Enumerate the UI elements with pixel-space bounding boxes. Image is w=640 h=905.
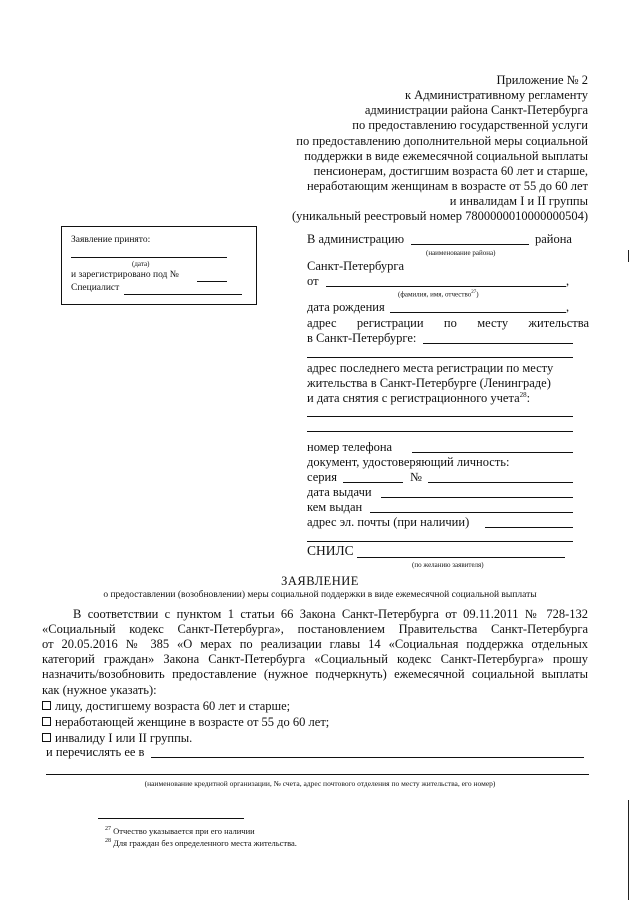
phone-label: номер телефона: [307, 440, 393, 454]
appendix-line: пенсионерам, достигшим возраста 60 лет и старше,: [313, 164, 588, 178]
issued-by-field[interactable]: [370, 512, 573, 513]
comma: ,: [566, 274, 570, 288]
appendix-line: администрации района Санкт-Петербурга: [364, 103, 588, 117]
bank-details-field-2[interactable]: [46, 774, 589, 775]
district-hint: (наименование района): [426, 249, 496, 257]
last-reg-label-2: жительства в Санкт-Петербурге (Ленинграде): [307, 376, 551, 390]
full-name-hint: (фамилия, имя, отчество$^{27}$): [398, 290, 479, 299]
id-doc-label: документ, удостоверяющий личность:: [307, 455, 510, 469]
last-reg-field-1[interactable]: [307, 416, 573, 417]
series-field[interactable]: [343, 482, 403, 483]
number-field[interactable]: [428, 482, 573, 483]
body-line: категорий граждан» Закона Санкт-Петербурга «Социальный кодекс Санкт-Петербурга» прошу: [42, 652, 588, 666]
snils-label: СНИЛС: [307, 543, 354, 558]
option-age-60[interactable]: лицу, достигшему возраста 60 лет и старше;: [42, 699, 290, 714]
bank-details-field[interactable]: [151, 757, 584, 758]
birth-date-label: дата рождения: [307, 300, 385, 314]
to-admin-label: В администрацию: [307, 232, 405, 246]
scan-edge-mark: [628, 800, 629, 900]
body-line: от 20.05.2016 № 385 «О мерах по реализации главы 14 «Социальная поддержка отдельных: [42, 637, 588, 651]
number-label: №: [410, 470, 422, 484]
appendix-line: и инвалидам I и II группы: [449, 194, 588, 208]
checkbox[interactable]: [42, 717, 51, 726]
district-label: района: [535, 232, 572, 246]
stamp-specialist-field[interactable]: [124, 294, 242, 295]
phone-field[interactable]: [412, 452, 573, 453]
checkbox[interactable]: [42, 701, 51, 710]
statement-title: ЗАЯВЛЕНИЕ: [281, 574, 359, 588]
from-label: от: [307, 274, 319, 288]
body-line: «Социальный кодекс Санкт-Петербурга», постановлением Правительства Санкт-Петербурга: [42, 622, 588, 636]
appendix-line: неработающим женщинам в возрасте от 55 до 60 лет: [306, 179, 588, 193]
stamp-date-field[interactable]: [71, 257, 227, 258]
issued-by-label: кем выдан: [307, 500, 363, 514]
body-line: назначить/возобновить предоставление (нужное подчеркнуть) ежемесячной социальной выплаты: [42, 667, 588, 681]
option-disabled[interactable]: инвалиду I или II группы.: [42, 731, 192, 746]
comma: ,: [566, 300, 570, 314]
reg-address-city-label: в Санкт-Петербурге:: [307, 331, 417, 345]
appendix-line: по предоставлению государственной услуги: [352, 118, 588, 132]
registration-stamp-box: [61, 226, 257, 305]
stamp-date-hint: (дата): [132, 260, 150, 268]
appendix-line: Приложение № 2: [496, 73, 588, 87]
birth-date-field[interactable]: [390, 312, 566, 313]
footnote-27: $^{27}$ Отчество указывается при его наличии: [105, 826, 255, 836]
appendix-line: поддержки в виде ежемесячной социальной выплаты: [304, 149, 588, 163]
snils-hint: (по желанию заявителя): [412, 561, 484, 569]
email-label: адрес эл. почты (при наличии): [307, 515, 470, 529]
reg-address-field-2[interactable]: [307, 357, 573, 358]
stamp-specialist-label: Специалист: [71, 283, 120, 293]
stamp-number-field[interactable]: [197, 281, 227, 282]
body-line: как (нужное указать):: [42, 683, 157, 697]
footnote-28: $^{28}$ Для граждан без определенного места жительства.: [105, 838, 297, 848]
stamp-accepted-label: Заявление принято:: [71, 235, 151, 245]
city-label: Санкт-Петербурга: [307, 259, 405, 273]
last-reg-label-3: и дата снятия с регистрационного учета$^{28}$:: [307, 391, 531, 406]
series-label: серия: [307, 470, 337, 484]
bank-details-hint: (наименование кредитной организации, № счета, адрес почтового отделения по месту жительства, его номер): [144, 779, 496, 788]
email-field[interactable]: [485, 527, 573, 528]
body-line: В соответствии с пунктом 1 статьи 66 Закона Санкт-Петербурга от 09.11.2011 № 728-132: [73, 607, 588, 621]
reg-address-field[interactable]: [423, 343, 573, 344]
statement-subtitle: о предоставлении (возобновлении) меры социальной поддержки в виде ежемесячной социальной выплаты: [103, 590, 537, 600]
last-reg-label-1: адрес последнего места регистрации по месту: [307, 361, 554, 375]
district-field[interactable]: [411, 244, 529, 245]
full-name-field[interactable]: [326, 286, 566, 287]
last-reg-field-2[interactable]: [307, 431, 573, 432]
appendix-line: к Административному регламенту: [404, 88, 588, 102]
issue-date-label: дата выдачи: [307, 485, 372, 499]
scan-edge-mark: [628, 250, 629, 262]
option-woman-55-60[interactable]: неработающей женщине в возрасте от 55 до 60 лет;: [42, 715, 329, 730]
appendix-line: по предоставлению дополнительной меры социальной: [296, 134, 588, 148]
issue-date-field[interactable]: [381, 497, 573, 498]
stamp-registered-label: и зарегистрировано под №: [71, 270, 179, 280]
appendix-line: (уникальный реестровый номер 7800000010000000504): [291, 209, 588, 223]
checkbox[interactable]: [42, 733, 51, 742]
footnote-separator: [98, 818, 244, 819]
transfer-label: и перечислять ее в: [46, 745, 145, 759]
snils-field[interactable]: [357, 557, 565, 558]
reg-address-label: адрес регистрации по месту жительства: [307, 316, 589, 330]
email-field-2[interactable]: [307, 541, 573, 542]
